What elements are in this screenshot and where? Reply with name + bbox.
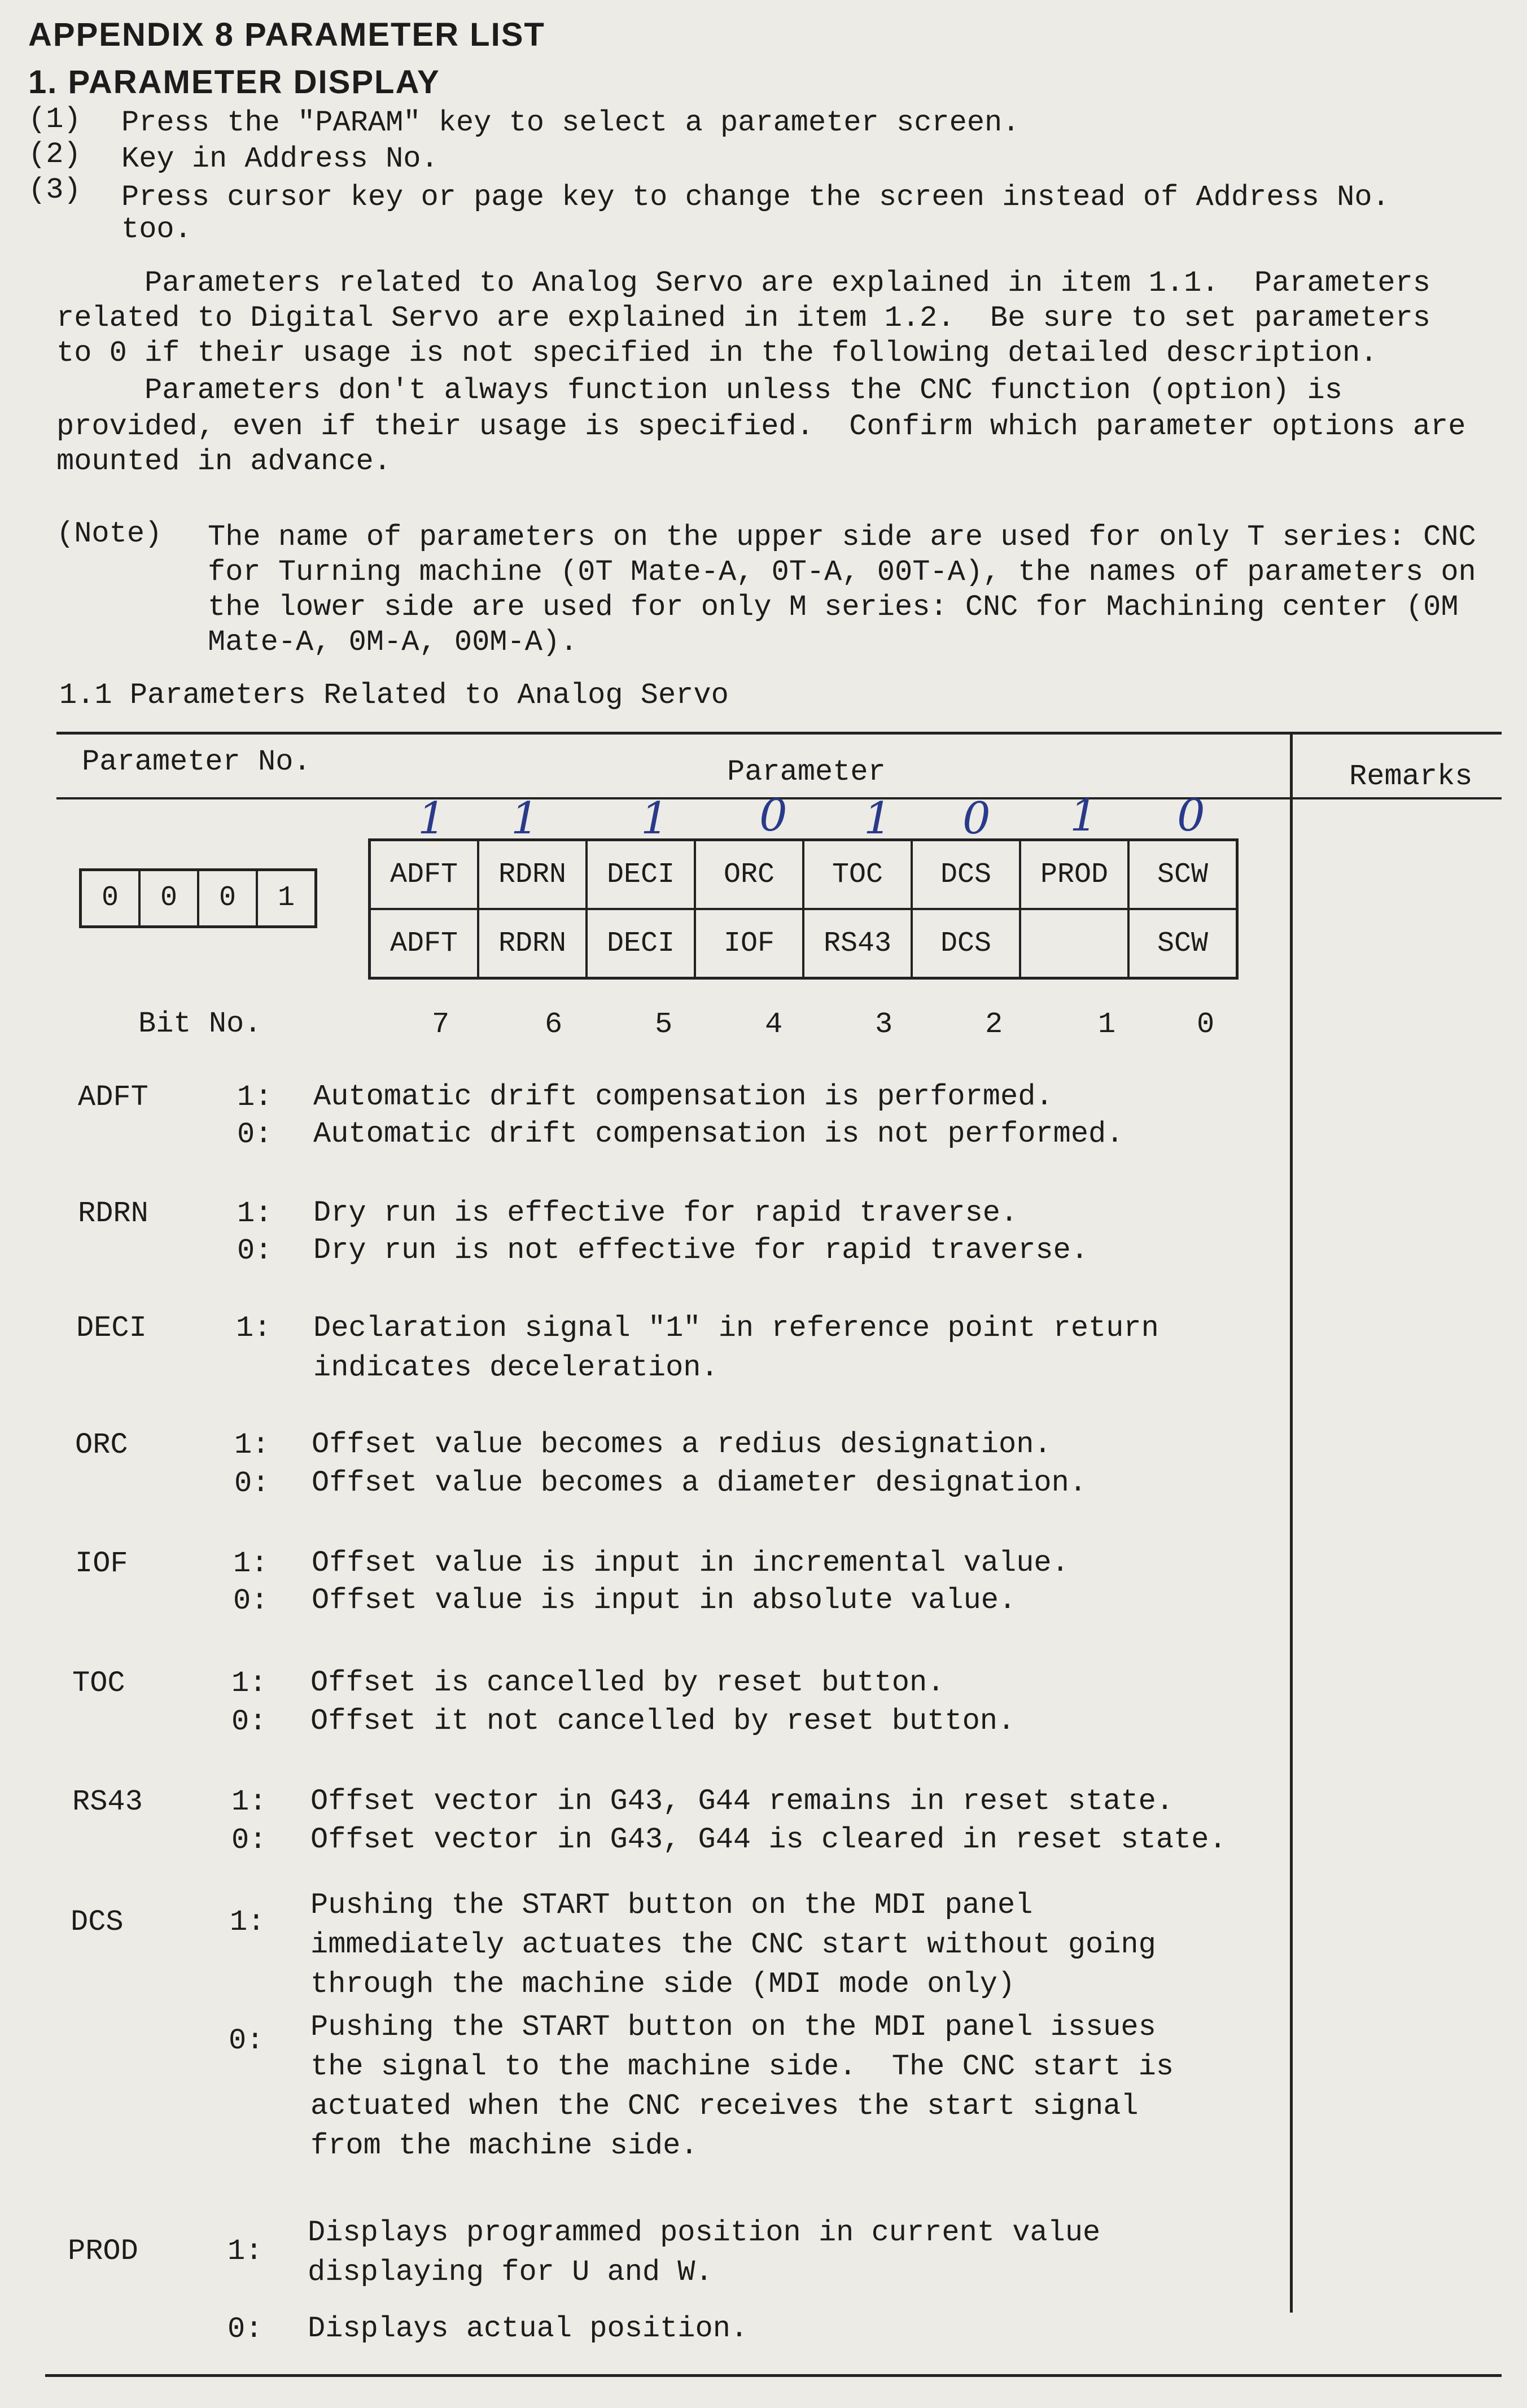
address-digit: 1 — [277, 882, 295, 914]
bit-number: 4 — [765, 1008, 783, 1041]
remarks-header: Remarks — [1349, 760, 1473, 793]
paragraph-line-4: Parameters don't always function unless the CNC function (option) is — [56, 374, 1342, 407]
bit-cell: ADFT — [370, 909, 479, 978]
param-name: IOF — [75, 1547, 128, 1580]
param-description: Displays actual position. — [308, 2312, 749, 2345]
param-value: 1: — [230, 1906, 265, 1939]
param-description: Offset vector in G43, G44 is cleared in reset state. — [310, 1823, 1227, 1856]
param-description: Offset value becomes a diameter designation. — [312, 1466, 1087, 1500]
param-value: 1: — [237, 1197, 273, 1230]
param-name: DCS — [71, 1906, 124, 1939]
bit-number: 7 — [432, 1008, 450, 1041]
bit-cell: RDRN — [478, 840, 587, 910]
handwritten-bit3: 1 — [864, 793, 892, 844]
param-name: RS43 — [72, 1785, 143, 1819]
bit-table — [368, 838, 1239, 980]
param-value: 1: — [236, 1312, 272, 1345]
param-value: 0: — [231, 1705, 267, 1738]
bit-cell: DCS — [912, 840, 1020, 910]
handwritten-bit1: 1 — [1070, 790, 1098, 841]
bit-cell: TOC — [803, 840, 912, 910]
bit-row-lower — [370, 909, 1237, 978]
param-value: 0: — [229, 2024, 264, 2057]
param-description: Dry run is not effective for rapid traverse. — [313, 1234, 1089, 1267]
paragraph-line-6: mounted in advance. — [56, 445, 391, 478]
step-3-continuation: too. — [121, 213, 192, 246]
bit-number: 1 — [1098, 1008, 1116, 1041]
handwritten-bit7: 1 — [418, 793, 446, 844]
param-value: 0: — [234, 1467, 270, 1500]
param-description: Offset it not cancelled by reset button. — [310, 1705, 1016, 1738]
step-1-number: (1) — [28, 103, 81, 136]
param-description: Offset value is input in incremental value. — [312, 1546, 1069, 1580]
param-description: Offset value becomes a redius designation. — [312, 1428, 1052, 1461]
param-no-header: Parameter No. — [82, 745, 311, 779]
param-description: Offset is cancelled by reset button. — [310, 1666, 945, 1699]
param-name: PROD — [68, 2235, 138, 2268]
bit-no-label: Bit No. — [138, 1007, 262, 1041]
bit-number: 0 — [1197, 1008, 1215, 1041]
bit-number: 6 — [545, 1008, 563, 1041]
step-2-number: (2) — [28, 138, 81, 171]
note-line-3: the lower side are used for only M series: CNC for Machining center (0M — [208, 591, 1459, 624]
note-line-1: The name of parameters on the upper side are used for only T series: CNC — [208, 521, 1476, 554]
param-description: Automatic drift compensation is not performed. — [313, 1117, 1124, 1151]
param-description: Offset vector in G43, G44 remains in reset state. — [310, 1785, 1174, 1818]
param-description: Displays programmed position in current value displaying for U and W. — [308, 2216, 1101, 2289]
appendix-title: APPENDIX 8 PARAMETER LIST — [28, 16, 545, 53]
handwritten-bit0: 0 — [1177, 790, 1205, 841]
param-name: ORC — [75, 1428, 128, 1462]
bit-row-upper — [370, 840, 1237, 910]
param-name: TOC — [72, 1667, 125, 1700]
handwritten-bit6: 1 — [511, 793, 539, 844]
bit-cell: DCS — [912, 909, 1020, 978]
param-value: 1: — [233, 1547, 269, 1580]
bit-cell: RS43 — [803, 909, 912, 978]
note-line-2: for Turning machine (0T Mate-A, 0T-A, 00T-A), the names of parameters on — [208, 556, 1476, 589]
param-value: 1: — [234, 1428, 270, 1462]
bit-number: 2 — [985, 1008, 1003, 1041]
param-value: 0: — [227, 2313, 263, 2346]
paragraph-line-1: Parameters related to Analog Servo are explained in item 1.1. Parameters — [56, 266, 1430, 300]
section-title: 1. PARAMETER DISPLAY — [28, 64, 440, 100]
step-1-text: Press the "PARAM" key to select a parameter screen. — [121, 106, 1020, 139]
param-description: Declaration signal "1" in reference point return indicates deceleration. — [313, 1312, 1159, 1384]
step-2-text: Key in Address No. — [121, 142, 439, 176]
param-description: Pushing the START button on the MDI panel issues the signal to the machine side. The CNC start is actuated when the CNC receives the start signal from the machine side. — [310, 2011, 1174, 2162]
bit-cell: DECI — [587, 909, 695, 978]
step-3-number: (3) — [28, 173, 81, 207]
parameter-header: Parameter — [727, 755, 886, 789]
address-digit: 0 — [141, 871, 199, 925]
table-bottom-rule — [45, 2374, 1502, 2377]
bit-cell: IOF — [695, 909, 803, 978]
handwritten-bit2: 0 — [962, 793, 991, 844]
address-digit: 0 — [82, 871, 141, 925]
param-value: 1: — [231, 1785, 267, 1819]
param-value: 0: — [231, 1824, 267, 1857]
param-description: Offset value is input in absolute value. — [312, 1584, 1017, 1617]
param-value: 0: — [233, 1584, 269, 1618]
param-description: Pushing the START button on the MDI panel immediately actuates the CNC start without going through the machine side (MDI mode only) — [310, 1889, 1156, 2001]
bit-number: 3 — [875, 1008, 893, 1041]
handwritten-bit5: 1 — [641, 793, 669, 844]
param-value: 0: — [237, 1118, 273, 1151]
param-value: 1: — [227, 2235, 263, 2268]
subsection-title: 1.1 Parameters Related to Analog Servo — [59, 679, 729, 712]
param-value: 1: — [231, 1667, 267, 1700]
param-name: DECI — [76, 1312, 147, 1345]
bit-cell: SCW — [1128, 840, 1237, 910]
note-label: (Note) — [56, 517, 163, 550]
bit-cell: SCW — [1128, 909, 1237, 978]
paragraph-line-2: related to Digital Servo are explained in item 1.2. Be sure to set parameters — [56, 301, 1430, 335]
bit-cell: ADFT — [370, 840, 479, 910]
table-top-rule — [56, 732, 1502, 735]
bit-cell — [1020, 909, 1128, 978]
bit-number: 5 — [655, 1008, 673, 1041]
bit-cell: PROD — [1020, 840, 1128, 910]
param-name: ADFT — [78, 1081, 148, 1114]
paragraph-line-5: provided, even if their usage is specified. Confirm which parameter options are — [56, 410, 1466, 443]
param-value: 1: — [237, 1081, 273, 1114]
bit-cell: RDRN — [478, 909, 587, 978]
bit-cell: ORC — [695, 840, 803, 910]
step-3-text: Press cursor key or page key to change the screen instead of Address No. — [121, 181, 1390, 214]
param-name: RDRN — [78, 1197, 148, 1230]
param-value: 0: — [237, 1234, 273, 1268]
address-digit: 0 — [199, 871, 258, 925]
param-description: Dry run is effective for rapid traverse. — [313, 1196, 1018, 1230]
paragraph-line-3: to 0 if their usage is not specified in the following detailed description. — [56, 336, 1378, 370]
address-number-box — [79, 868, 317, 928]
remarks-divider — [1290, 732, 1293, 2313]
note-line-4: Mate-A, 0M-A, 00M-A). — [208, 626, 578, 659]
handwritten-bit4: 0 — [759, 790, 787, 841]
param-description: Automatic drift compensation is performed. — [313, 1080, 1053, 1113]
bit-cell: DECI — [587, 840, 695, 910]
